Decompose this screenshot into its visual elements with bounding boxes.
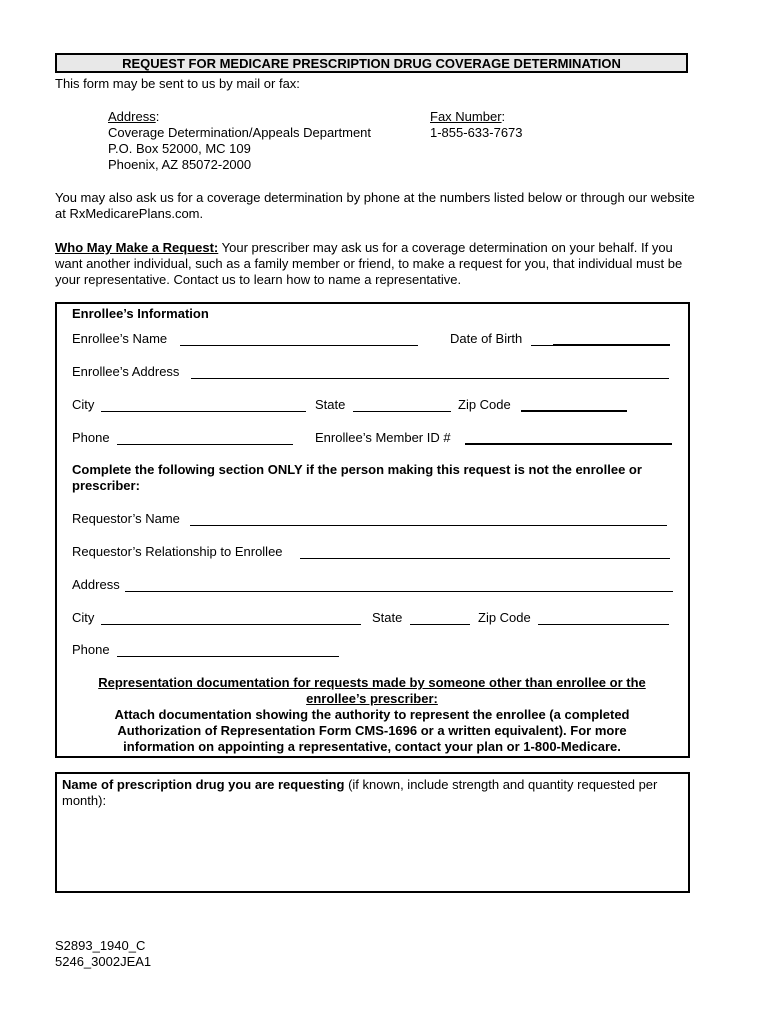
enrollee-zip-label: Zip Code xyxy=(458,397,511,412)
enrollee-city-label: City xyxy=(72,397,95,412)
enrollee-zip-field[interactable] xyxy=(521,398,627,412)
requestor-address-label: Address xyxy=(72,577,120,592)
dob-field-lead xyxy=(531,333,553,346)
requestor-zip-field[interactable] xyxy=(538,612,669,625)
enrollee-name-label: Enrollee’s Name xyxy=(72,331,168,346)
enrollee-heading: Enrollee’s Information xyxy=(72,306,209,321)
form-title: REQUEST FOR MEDICARE PRESCRIPTION DRUG COVERAGE DETERMINATION xyxy=(55,53,688,73)
enrollee-phone-field[interactable] xyxy=(117,432,293,445)
requestor-address-field[interactable] xyxy=(125,579,673,592)
enrollee-city-field[interactable] xyxy=(101,399,306,412)
representation-heading: Representation documentation for requests made by someone other than enrollee or the enrollee’s prescriber: xyxy=(98,675,646,706)
intro-text: This form may be sent to us by mail or fax: xyxy=(55,76,300,91)
footer-code-2: 5246_3002JEA1 xyxy=(55,954,152,969)
dob-label: Date of Birth xyxy=(450,331,523,346)
address-heading: Address: xyxy=(108,109,160,124)
address-line-3: Phoenix, AZ 85072-2000 xyxy=(108,157,252,172)
relationship-label: Requestor’s Relationship to Enrollee xyxy=(72,544,283,559)
fax-number: 1-855-633-7673 xyxy=(430,125,523,140)
drug-label: Name of prescription drug you are requesting (if known, include strength and quantity requested per month): xyxy=(62,777,658,808)
requestor-instruction: Complete the following section ONLY if the person making this request is not the enrollee or prescriber: xyxy=(72,462,642,493)
requestor-city-field[interactable] xyxy=(101,612,361,625)
address-line-2: P.O. Box 52000, MC 109 xyxy=(108,141,251,156)
requestor-phone-label: Phone xyxy=(72,642,110,657)
requestor-state-label: State xyxy=(372,610,403,625)
requestor-state-field[interactable] xyxy=(410,612,470,625)
who-may-request-paragraph xyxy=(55,240,695,288)
address-line-1: Coverage Determination/Appeals Department xyxy=(108,125,372,140)
who-text: Your prescriber may ask us for a coverage determination on your behalf. If you want another individual, such as a family member or friend, to make a request for you, that individual must be your representative. Contact us to learn how to name a representative. xyxy=(55,240,683,287)
enrollee-address-field[interactable] xyxy=(191,366,669,379)
requestor-name-field[interactable] xyxy=(190,513,667,526)
phone-website-paragraph: You may also ask us for a coverage determination by phone at the numbers listed below or through our website at RxMedicarePlans.com. xyxy=(55,190,695,221)
representation-text: Attach documentation showing the authority to represent the enrollee (a completed Authorization of Representation Form CMS-1696 or a written equivalent). For more information on appointing a representative, contact your plan or 1-800-Medicare. xyxy=(114,707,630,754)
fax-heading: Fax Number: xyxy=(430,109,506,124)
member-id-label: Enrollee’s Member ID # xyxy=(315,430,451,445)
enrollee-state-label: State xyxy=(315,397,346,412)
enrollee-address-label: Enrollee’s Address xyxy=(72,364,180,379)
footer-code-1: S2893_1940_C xyxy=(55,938,146,953)
member-id-field[interactable] xyxy=(465,431,672,445)
requestor-phone-field[interactable] xyxy=(117,644,339,657)
who-heading: Who May Make a Request: xyxy=(55,240,219,255)
requestor-name-label: Requestor’s Name xyxy=(72,511,180,526)
enrollee-phone-label: Phone xyxy=(72,430,110,445)
enrollee-state-field[interactable] xyxy=(353,399,451,412)
dob-field[interactable] xyxy=(553,332,670,346)
relationship-field[interactable] xyxy=(300,546,670,559)
requestor-zip-label: Zip Code xyxy=(478,610,531,625)
enrollee-name-field[interactable] xyxy=(180,333,418,346)
requestor-city-label: City xyxy=(72,610,95,625)
